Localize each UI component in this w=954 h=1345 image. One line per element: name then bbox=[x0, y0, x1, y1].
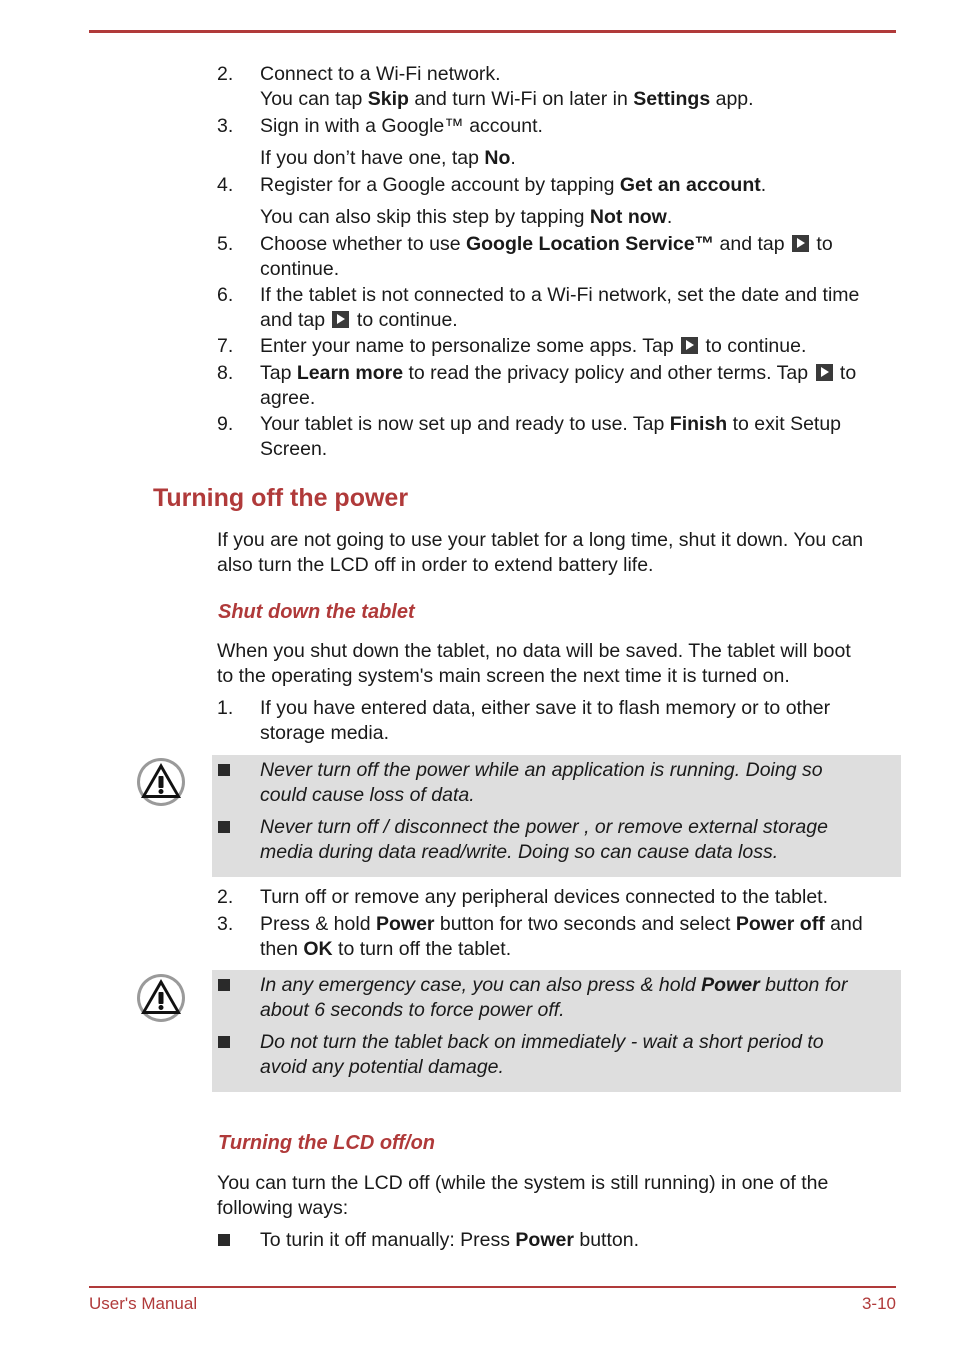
step-text: Connect to a Wi-Fi network. bbox=[260, 63, 501, 85]
footer-manual-title: User's Manual bbox=[89, 1294, 198, 1313]
step-detail: You can also skip this step by tapping Not now. bbox=[260, 206, 673, 228]
section-intro: If you are not going to use your tablet for a long time, shut it down. You can also turn the LCD off in order to extend battery life. bbox=[217, 529, 864, 576]
step-detail: You can tap Skip and turn Wi-Fi on later in Settings app. bbox=[260, 88, 754, 110]
subsection-title: Shut down the tablet bbox=[218, 601, 415, 623]
note-text: Never turn off / disconnect the power , or remove external storage media during data read/write. Doing so can cause data loss. bbox=[260, 816, 828, 863]
step-text: Press & hold Power button for two seconds and select Power off and then OK to turn off the tablet. bbox=[260, 913, 863, 960]
section-title: Turning off the power bbox=[153, 484, 409, 512]
step-number: 3. bbox=[217, 913, 234, 935]
bullet-square bbox=[218, 1234, 230, 1246]
step-number: 8. bbox=[217, 362, 234, 384]
bullet-square bbox=[218, 1036, 230, 1048]
step-number: 6. bbox=[217, 284, 234, 306]
step-number: 5. bbox=[217, 233, 234, 255]
note-text: Do not turn the tablet back on immediately - wait a short period to avoid any potential damage. bbox=[260, 1031, 824, 1078]
page-number: 3-10 bbox=[861, 1294, 896, 1313]
step-detail: If you don’t have one, tap No. bbox=[260, 147, 516, 169]
next-arrow-icon bbox=[792, 235, 809, 252]
subsection-paragraph: You can turn the LCD off (while the system is still running) in one of the following ways: bbox=[217, 1172, 829, 1219]
step-number: 3. bbox=[217, 115, 234, 137]
step-text: If you have entered data, either save it to flash memory or to other storage media. bbox=[260, 697, 831, 744]
bullet-square bbox=[218, 979, 230, 991]
next-arrow-icon bbox=[332, 311, 349, 328]
bullet-square bbox=[218, 821, 230, 833]
step-text: If the tablet is not connected to a Wi-Fi network, set the date and time and tap to continue. bbox=[260, 284, 860, 331]
step-number: 9. bbox=[217, 413, 234, 435]
step-number: 4. bbox=[217, 174, 234, 196]
step-number: 2. bbox=[217, 886, 234, 908]
next-arrow-icon bbox=[681, 337, 698, 354]
note-text: In any emergency case, you can also press & hold Power button for about 6 seconds to force power off. bbox=[260, 974, 848, 1021]
warning-triangle-icon bbox=[136, 973, 186, 1023]
next-arrow-icon bbox=[816, 364, 833, 381]
step-text: Choose whether to use Google Location Service™ and tap to continue. bbox=[260, 233, 833, 280]
subsection-title: Turning the LCD off/on bbox=[218, 1132, 436, 1154]
step-number: 2. bbox=[217, 63, 234, 85]
bullet-text: To turin it off manually: Press Power button. bbox=[260, 1229, 640, 1251]
subsection-paragraph: When you shut down the tablet, no data will be saved. The tablet will boot to the operating system's main screen the next time it is turned on. bbox=[217, 640, 851, 687]
step-text: Enter your name to personalize some apps. Tap to continue. bbox=[260, 335, 807, 357]
note-text: Never turn off the power while an application is running. Doing so could cause loss of data. bbox=[260, 759, 823, 806]
step-text: Tap Learn more to read the privacy policy and other terms. Tap to agree. bbox=[260, 362, 857, 409]
footer-rule bbox=[89, 1286, 896, 1288]
step-text: Your tablet is now set up and ready to use. Tap Finish to exit Setup Screen. bbox=[260, 413, 842, 460]
step-text: Sign in with a Google™ account. bbox=[260, 115, 543, 137]
bullet-square bbox=[218, 764, 230, 776]
step-number: 1. bbox=[217, 697, 234, 719]
step-number: 7. bbox=[217, 335, 234, 357]
step-text: Turn off or remove any peripheral devices connected to the tablet. bbox=[260, 886, 828, 908]
step-text: Register for a Google account by tapping Get an account. bbox=[260, 174, 767, 196]
header-rule bbox=[89, 30, 896, 33]
warning-triangle-icon bbox=[136, 757, 186, 807]
